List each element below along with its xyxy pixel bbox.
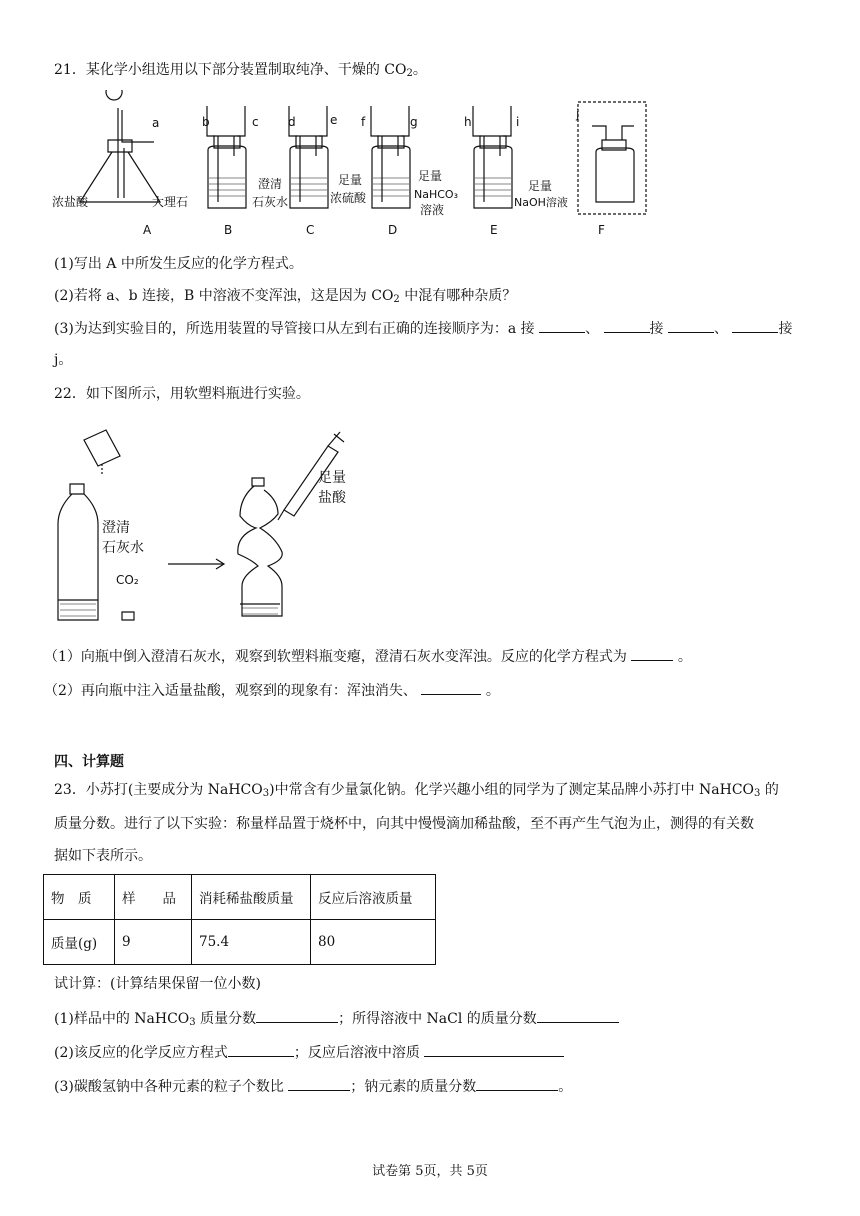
label-E: E [490,223,498,237]
port-f: f [361,115,366,129]
section-title: 四、计算题 [54,754,124,770]
table-cell: 质量(g) [44,920,115,965]
q21-sub3-end: j。 [54,352,73,368]
table-header-cell: 物 质 [44,875,115,920]
q23-sub3: (3)碳酸氢钠中各种元素的粒子个数比 ；钠元素的质量分数 。 [54,1076,572,1097]
q23-line1: 23．小苏打(主要成分为 NaHCO$_3$)中常含有少量氯化钠。化学兴趣小组的同学为了测定某品牌小苏打中 NaHCO$_3$ 的 [54,782,779,799]
answer-blank[interactable] [539,318,585,333]
label-b-1: 澄清 [258,177,283,191]
label-D: D [388,223,398,237]
port-b: b [202,115,210,129]
label-clear-limewater-1: 澄清 [102,520,130,536]
q21-sub2: (2)若将 a、b 连接，B 中溶液不变浑浊，这是因为 $CO_2$ 中混有哪种杂质？ [54,288,517,305]
answer-blank[interactable] [604,318,650,333]
label-F: F [598,223,605,237]
q22-stem: 22．如下图所示，用软塑料瓶进行实验。 [54,386,310,402]
label-c-2: 浓硫酸 [330,191,367,205]
table-header-cell: 反应后溶液质量 [311,875,436,920]
q21-stem: 21．某化学小组选用以下部分装置制取纯净、干燥的 $CO_2$。 [54,62,427,79]
answer-blank[interactable] [732,318,778,333]
port-e: e [330,113,338,127]
port-g: g [410,115,418,129]
label-d-2: NaHCO₃ [414,188,458,201]
port-a: a [152,116,160,130]
answer-blank[interactable] [228,1042,294,1057]
port-i: i [516,115,520,129]
label-C: C [306,223,315,237]
page-footer: 试卷第 5页，共 5页 [372,1164,488,1179]
answer-blank[interactable] [421,680,481,695]
label-e-1: 足量 [528,179,553,193]
label-d-1: 足量 [418,169,443,183]
q23-line3: 据如下表所示。 [54,848,152,864]
q21-sub1: (1)写出 A 中所发生反应的化学方程式。 [54,256,303,272]
q22-sub1: （1）向瓶中倒入澄清石灰水，观察到软塑料瓶变瘪，澄清石灰水变浑浊。反应的化学方程式为 。 [44,646,692,667]
answer-blank[interactable] [537,1008,619,1023]
q22-sub2: （2）再向瓶中注入适量盐酸，观察到的现象有：浑浊消失、 。 [44,680,500,701]
port-c: c [252,115,259,129]
label-acid-2: 盐酸 [318,490,346,506]
table-cell: 80 [311,920,436,965]
table-header-row [44,875,436,920]
answer-blank[interactable] [288,1076,350,1091]
answer-blank[interactable] [668,318,714,333]
label-c-1: 足量 [338,173,363,187]
label-acid-1: 足量 [318,470,346,486]
label-co2: CO₂ [116,573,139,587]
answer-blank[interactable] [256,1008,338,1023]
label-clear-limewater-2: 石灰水 [102,540,144,556]
q22-bottle-figure [44,420,374,630]
q23-sub1: (1)样品中的 NaHCO$_3$ 质量分数 ；所得溶液中 NaCl 的质量分数 [54,1008,619,1033]
label-A: A [143,223,152,237]
label-b-2: 石灰水 [252,195,289,209]
label-e-2: NaOH溶液 [514,196,568,209]
label-conc-hcl: 浓盐酸 [52,195,89,209]
port-h: h [464,115,472,129]
table-header-cell: 样 品 [115,875,192,920]
port-j: j [576,107,580,121]
data-table [43,874,436,965]
label-B: B [224,223,233,237]
q21-apparatus-figure [48,90,658,240]
table-cell: 75.4 [192,920,311,965]
label-marble: 大理石 [152,195,189,209]
answer-blank[interactable] [424,1042,564,1057]
q23-line2: 质量分数。进行了以下实验：称量样品置于烧杯中，向其中慢慢滴加稀盐酸，至不再产生气泡为止，测得的有关数 [54,816,754,832]
q23-sub2: (2)该反应的化学反应方程式 ；反应后溶液中溶质 [54,1042,564,1063]
q23-note: 试计算：(计算结果保留一位小数) [54,976,261,992]
answer-blank[interactable] [631,646,673,661]
table-cell: 9 [115,920,192,965]
answer-blank[interactable] [476,1076,558,1091]
q21-sub3: (3)为达到实验目的，所选用装置的导管接口从左到右正确的连接顺序为：a 接 、 接 、 接 [54,318,792,339]
port-d: d [288,115,296,129]
table-row [44,920,436,965]
label-d-3: 溶液 [420,203,445,217]
table-header-cell: 消耗稀盐酸质量 [192,875,311,920]
